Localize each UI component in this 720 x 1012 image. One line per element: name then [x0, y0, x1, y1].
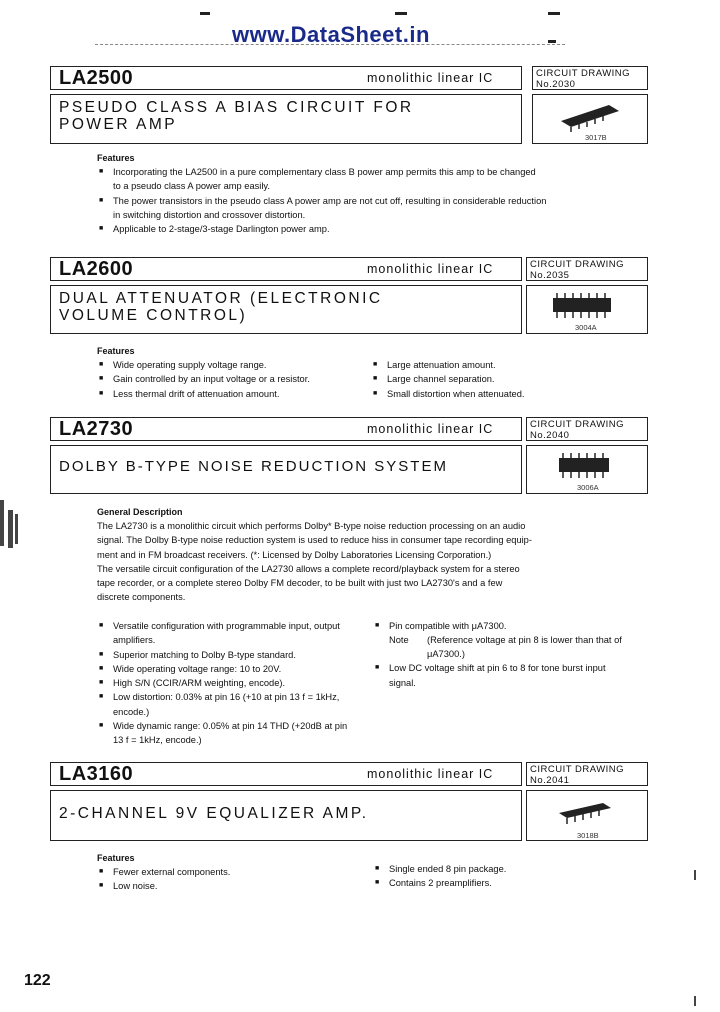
title-box-la2600: [50, 285, 522, 334]
dip-package-icon: [555, 450, 625, 482]
feature-item: ■ Large channel separation.: [371, 372, 631, 386]
product-title: DOLBY B-TYPE NOISE REDUCTION SYSTEM: [59, 458, 448, 475]
scan-mark: [395, 12, 407, 15]
description-line: signal. The Dolby B-type noise reduction system is used to reduce hiss in consumer tape recording equip-: [97, 535, 532, 546]
features-list-left: [97, 358, 367, 401]
part-family: monolithic linear IC: [367, 422, 494, 436]
feature-item: ■ Small distortion when attenuated.: [371, 387, 631, 401]
features-list-right: [373, 862, 633, 891]
description-line: tape recorder, or a complete stereo Dolby FM decoder, to be built with just two LA2730's and a few: [97, 578, 503, 589]
features-list-left: [97, 619, 349, 748]
features-heading: Features: [97, 346, 135, 356]
feature-item: ■ High S/N (CCIR/ARM weighting, encode).: [97, 676, 349, 690]
circuit-drawing-ref: CIRCUIT DRAWING No.2035: [526, 257, 648, 281]
circuit-drawing-ref: CIRCUIT DRAWING No.2040: [526, 417, 648, 441]
general-description-heading: General Description: [97, 507, 183, 517]
package-image-box: [532, 94, 648, 144]
package-code: 3017B: [585, 133, 607, 142]
features-heading: Features: [97, 153, 135, 163]
package-code: 3004A: [575, 323, 597, 332]
package-code: 3006A: [577, 483, 599, 492]
description-line: discrete components.: [97, 592, 186, 603]
scan-mark: [200, 12, 210, 15]
description-line: The versatile circuit configuration of the LA2730 allows a complete record/playback system for a stereo: [97, 563, 520, 574]
scan-edge-mark: [694, 996, 696, 1006]
scan-edge-mark: [8, 510, 13, 548]
features-list-right: [373, 619, 625, 690]
scan-edge-mark: [694, 870, 696, 880]
sip-package-icon: [555, 799, 625, 827]
title-box-la2730: [50, 445, 522, 494]
description-line: The LA2730 is a monolithic circuit which performs Dolby* B-type noise reduction processing on an audio: [97, 521, 526, 531]
part-family: monolithic linear IC: [367, 71, 494, 85]
package-image-box: [526, 445, 648, 494]
feature-item: ■ Low DC voltage shift at pin 6 to 8 for tone burst input signal.: [373, 661, 625, 690]
circuit-drawing-ref: CIRCUIT DRAWING No.2030: [532, 66, 648, 90]
feature-item: ■ Low distortion: 0.03% at pin 16 (+10 at pin 13 f = 1kHz, encode.): [97, 690, 349, 719]
part-header-la2730: [50, 417, 522, 441]
general-description: [97, 519, 627, 605]
scan-edge-mark: [0, 500, 4, 546]
circuit-drawing-ref: CIRCUIT DRAWING No.2041: [526, 762, 648, 786]
feature-item: ■ Less thermal drift of attenuation amount.: [97, 387, 367, 401]
feature-item: ■ Fewer external components.: [97, 865, 357, 879]
feature-item: ■ Superior matching to Dolby B-type standard.: [97, 648, 349, 662]
features-list-right: [371, 358, 631, 401]
note-label: Note: [389, 635, 409, 646]
product-title: PSEUDO CLASS A BIAS CIRCUIT FOR POWER AMP: [59, 99, 414, 133]
part-family: monolithic linear IC: [367, 262, 494, 276]
site-url[interactable]: www.DataSheet.in: [232, 22, 430, 47]
part-header-la2500: [50, 66, 522, 90]
product-title: DUAL ATTENUATOR (ELECTRONIC VOLUME CONTROL): [59, 290, 383, 324]
feature-item: ■ Applicable to 2-stage/3-stage Darlington power amp.: [97, 222, 627, 236]
part-number: LA2500: [59, 67, 134, 89]
title-box-la2500: [50, 94, 522, 144]
part-header-la2600: [50, 257, 522, 281]
part-header-la3160: [50, 762, 522, 786]
feature-item: ■ Low noise.: [97, 879, 357, 893]
part-number: LA2730: [59, 418, 134, 440]
scan-artifact-line: [95, 44, 565, 45]
part-family: monolithic linear IC: [367, 767, 494, 781]
description-line: ment and in FM broadcast receivers. (*: Licensed by Dolby Laboratories Licensing Corporation.): [97, 549, 492, 560]
package-code: 3018B: [577, 831, 599, 840]
page-number: 122: [24, 972, 51, 989]
feature-item: ■ Pin compatible with μA7300.: [373, 619, 625, 633]
feature-item: ■ Large attenuation amount.: [371, 358, 631, 372]
feature-item: ■ Incorporating the LA2500 in a pure complementary class B power amp permits this amp to be changed: [97, 165, 627, 179]
features-list: [97, 165, 627, 236]
features-list-left: [97, 865, 357, 894]
scan-mark: [548, 12, 560, 15]
feature-item: ■ Contains 2 preamplifiers.: [373, 876, 633, 890]
title-box-la3160: [50, 790, 522, 841]
package-image-box: [526, 285, 648, 334]
compat-note: [373, 633, 625, 661]
part-number: LA2600: [59, 258, 134, 280]
scan-mark: [548, 40, 556, 43]
feature-item: ■ Wide operating supply voltage range.: [97, 358, 367, 372]
features-heading: Features: [97, 853, 135, 863]
feature-item: ■ Versatile configuration with programmable input, output amplifiers.: [97, 619, 349, 648]
product-title: 2-CHANNEL 9V EQUALIZER AMP.: [59, 805, 369, 822]
feature-continuation: in switching distortion and crossover distortion.: [113, 209, 306, 220]
feature-item: ■ Gain controlled by an input voltage or a resistor.: [97, 372, 367, 386]
note-text: (Reference voltage at pin 8 is lower than that of μA7300.): [427, 635, 622, 660]
feature-item: ■ Wide operating voltage range: 10 to 20V.: [97, 662, 349, 676]
package-image-box: [526, 790, 648, 841]
feature-item: ■ Single ended 8 pin package.: [373, 862, 633, 876]
dip-package-icon: [549, 290, 619, 322]
sip-package-icon: [557, 101, 627, 133]
feature-item: ■ The power transistors in the pseudo class A power amp are not cut off, resulting in considerable reduction: [97, 194, 627, 208]
feature-item: ■ Wide dynamic range: 0.05% at pin 14 THD (+20dB at pin 13 f = 1kHz, encode.): [97, 719, 349, 748]
feature-continuation: to a pseudo class A power amp easily.: [113, 181, 270, 192]
part-number: LA3160: [59, 763, 134, 785]
scan-edge-mark: [15, 514, 18, 544]
